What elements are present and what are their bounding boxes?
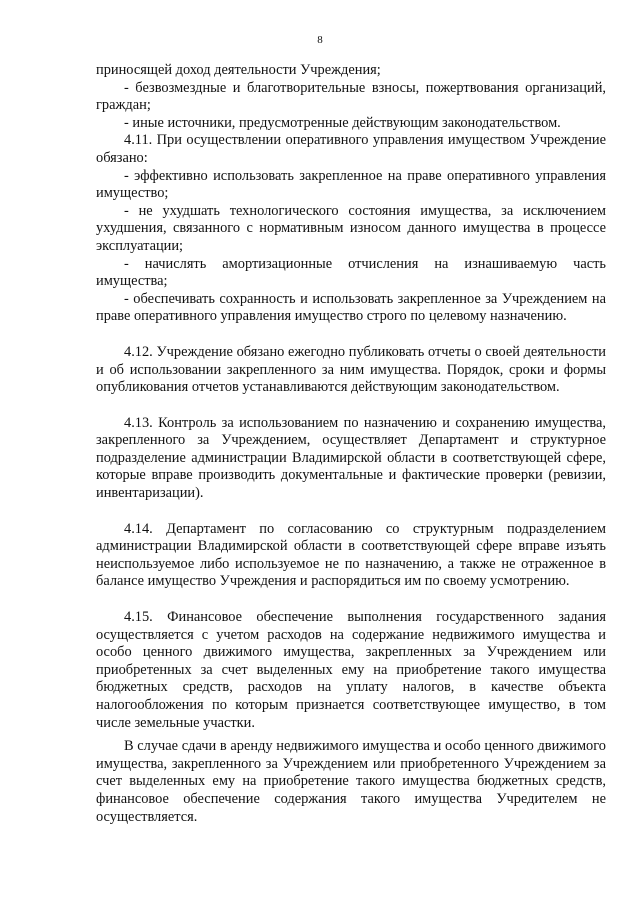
- clause-4-15-lease: В случае сдачи в аренду недвижимого имущества и особо ценного движимого имущества, закрепленного за Учреждением или приобретенного Учреждением за счет выделенных ему на приобретение такого имущества бюджетных средств, финансовое обеспечение содержания такого имущества Учредителем не осуществляется.: [96, 738, 606, 825]
- list-item-depreciation: - начислять амортизационные отчисления на изнашиваемую часть имущества;: [96, 255, 606, 290]
- list-item-no-degradation: - не ухудшать технологического состояния имущества, за исключением ухудшения, связанного с нормативным износом данного имущества в процессе эксплуатации;: [96, 202, 606, 254]
- clause-4-15: 4.15. Финансовое обеспечение выполнения государственного задания осуществляется с учетом расходов на содержание недвижимого имущества и особо ценного движимого имущества, закрепленных за Учреждением или приобретенных за счет выделенных ему на приобретение такого имущества бюджетных средств, расходов на уплату налогов, в качестве объекта налогообложения по которым признается соответствующее имущество, в том числе земельные участки.: [96, 609, 606, 731]
- clause-4-14: 4.14. Департамент по согласованию со структурным подразделением администрации Владимирской области в соответствующей сфере вправе изъять неиспользуемое либо используемое не по назначению, а также не отраженное в балансе имущество Учреждения и распорядиться им по своему усмотрению.: [96, 520, 606, 590]
- document-body: [96, 62, 606, 826]
- list-item-preservation: - обеспечивать сохранность и использовать закрепленное за Учреждением на праве оперативного управления имущество строго по целевому назначению.: [96, 290, 606, 325]
- clause-4-13: 4.13. Контроль за использованием по назначению и сохранению имущества, закрепленного за Учреждением, осуществляет Департамент и структурное подразделение администрации Владимирской области в соответствующей сфере, которые вправе производить документальные и фактические проверки (ревизии, инвентаризации).: [96, 414, 606, 502]
- clause-4-12: 4.12. Учреждение обязано ежегодно публиковать отчеты о своей деятельности и об использовании закрепленного за ним имущества. Порядок, сроки и формы опубликования отчетов устанавливаются действующим законодательством.: [96, 343, 606, 396]
- page-number: 8: [317, 34, 323, 46]
- list-item-other-sources: - иные источники, предусмотренные действующим законодательством.: [124, 114, 561, 131]
- list-item-donations: - безвозмездные и благотворительные взносы, пожертвования организаций, граждан;: [96, 79, 606, 114]
- clause-4-11: 4.11. При осуществлении оперативного управления имуществом Учреждение обязано:: [96, 132, 606, 166]
- paragraph-income-activity: приносящей доход деятельности Учреждения;: [96, 62, 381, 78]
- list-item-efficient-use: - эффективно использовать закрепленное на праве оперативного управления имущество;: [96, 167, 606, 202]
